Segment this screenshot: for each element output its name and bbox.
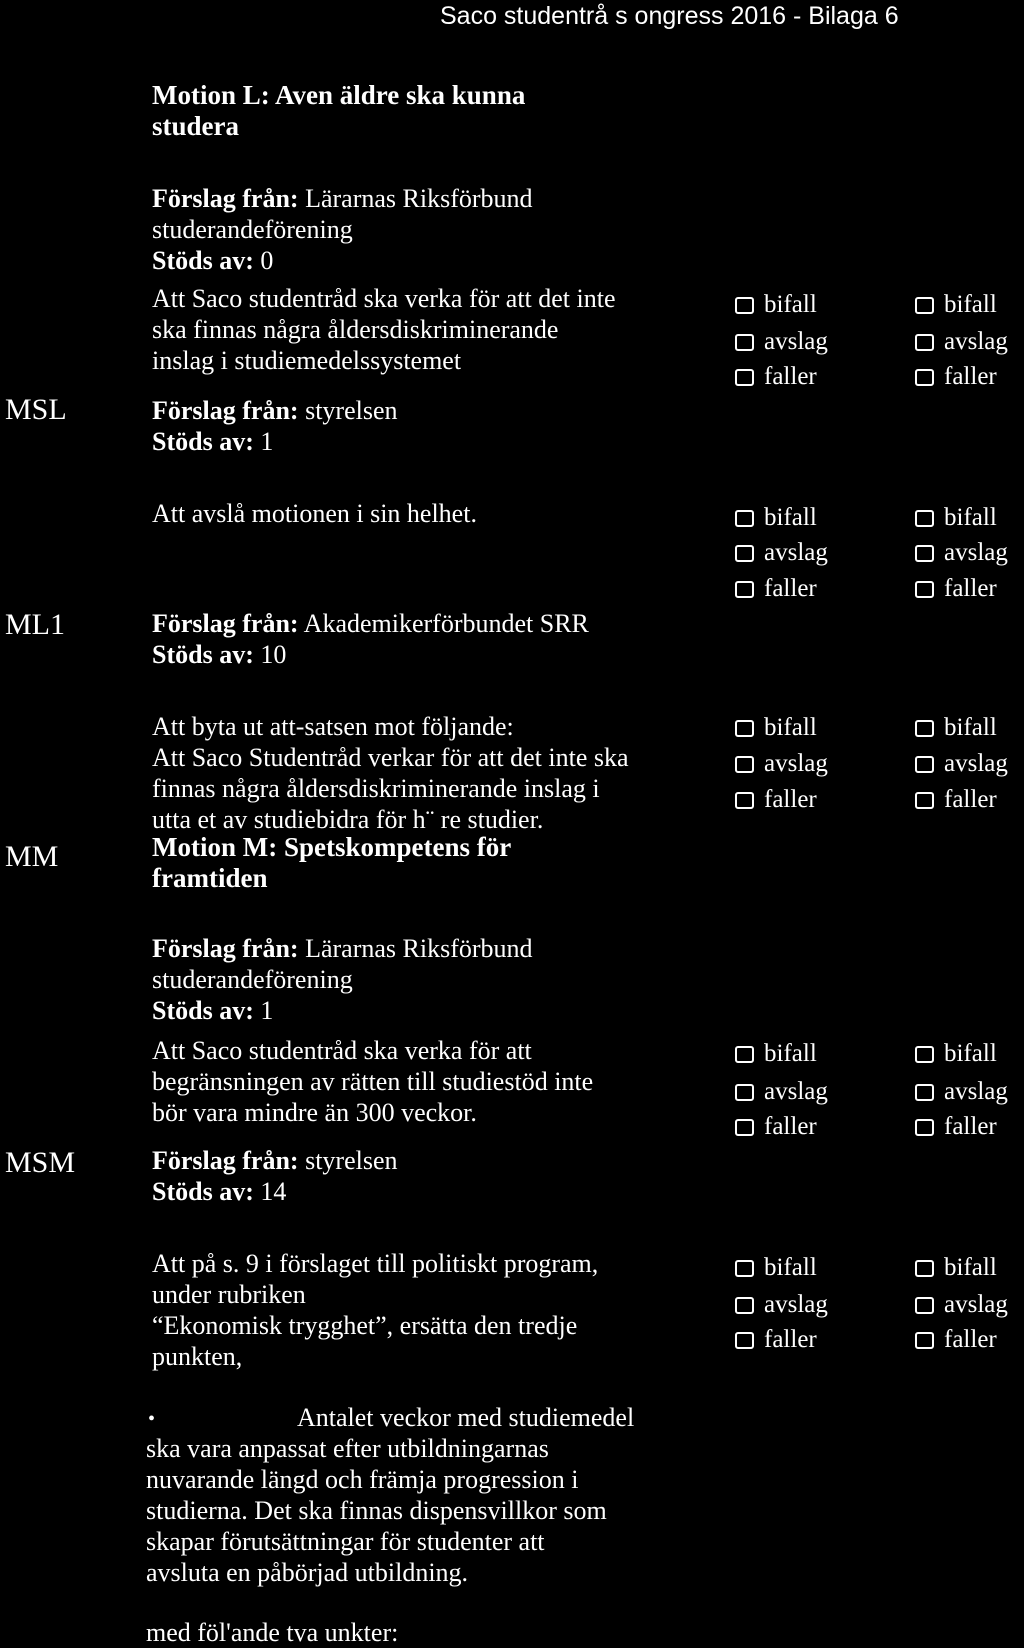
- checkbox-icon[interactable]: [915, 510, 934, 527]
- proposer-label: Förslag från:: [152, 184, 299, 213]
- checkbox-icon[interactable]: [915, 792, 934, 809]
- text-line: utta et av studiebidra för h¨ re studier.: [152, 805, 544, 834]
- text-line: “Ekonomisk trygghet”, ersätta den tredje: [152, 1311, 578, 1340]
- support-count: 1: [260, 427, 274, 456]
- bullet-line-1: Antalet veckor med studiemedel: [297, 1403, 635, 1432]
- proposer-name: Akademikerförbundet SRR: [303, 609, 589, 638]
- support-label: Stöds av:: [152, 1177, 254, 1206]
- text-line: inslag i studiemedelssystemet: [152, 346, 462, 375]
- motion-l-title-line-1: Motion L: Aven äldre ska kunna: [152, 80, 526, 110]
- support-label: Stöds av:: [152, 996, 254, 1025]
- checkbox-icon[interactable]: [735, 581, 754, 598]
- checkbox-icon[interactable]: [735, 334, 754, 351]
- checkbox-bifall[interactable]: bifall: [915, 1039, 997, 1069]
- ml1-proposer-block: [152, 395, 398, 457]
- checkbox-faller[interactable]: faller: [915, 785, 997, 815]
- msl-proposer-block: [152, 183, 533, 276]
- checkbox-icon[interactable]: [915, 1119, 934, 1136]
- checkbox-avslag[interactable]: avslag: [735, 749, 828, 779]
- text-line: avsluta en påbörjad utbildning.: [146, 1558, 469, 1587]
- checkbox-avslag[interactable]: avslag: [735, 538, 828, 568]
- section-code-msl: MSL: [5, 393, 67, 426]
- section-code-ml1: ML1: [5, 608, 65, 641]
- checkbox-icon[interactable]: [735, 545, 754, 562]
- checkbox-bifall[interactable]: bifall: [735, 503, 817, 533]
- checkbox-icon[interactable]: [915, 1297, 934, 1314]
- checkbox-faller[interactable]: faller: [735, 362, 817, 392]
- support-label: Stöds av:: [152, 246, 254, 275]
- mm-proposer-block: [152, 608, 589, 670]
- checkbox-avslag[interactable]: avslag: [915, 749, 1008, 779]
- proposer-name: Lärarnas Riksförbund: [305, 934, 533, 963]
- text-line: Att Saco Studentråd verkar för att det inte ska: [152, 743, 629, 772]
- checkbox-bifall[interactable]: bifall: [915, 503, 997, 533]
- support-label: Stöds av:: [152, 427, 254, 456]
- msm-proposer-block: [152, 933, 533, 1026]
- checkbox-avslag[interactable]: avslag: [915, 327, 1008, 357]
- checkbox-avslag[interactable]: avslag: [735, 327, 828, 357]
- support-count: 0: [260, 246, 274, 275]
- checkbox-icon[interactable]: [915, 1332, 934, 1349]
- checkbox-bifall[interactable]: bifall: [735, 290, 817, 320]
- checkbox-icon[interactable]: [735, 1119, 754, 1136]
- support-count: 1: [260, 996, 274, 1025]
- proposer-label: Förslag från:: [152, 609, 299, 638]
- checkbox-icon[interactable]: [915, 369, 934, 386]
- checkbox-avslag[interactable]: avslag: [735, 1290, 828, 1320]
- msm2-proposer-block: [152, 1145, 398, 1207]
- checkbox-icon[interactable]: [735, 756, 754, 773]
- checkbox-icon[interactable]: [735, 720, 754, 737]
- checkbox-icon[interactable]: [915, 1046, 934, 1063]
- checkbox-icon[interactable]: [735, 369, 754, 386]
- motion-m-title-line-2: framtiden: [152, 863, 268, 893]
- section-code-mm: MM: [5, 840, 59, 873]
- checkbox-bifall[interactable]: bifall: [735, 1253, 817, 1283]
- text-line: Att byta ut att-satsen mot följande:: [152, 712, 514, 741]
- checkbox-icon[interactable]: [735, 1084, 754, 1101]
- bullet-body: [146, 1433, 607, 1588]
- footer-text: med föl'ande tva unkter:: [146, 1618, 399, 1647]
- text-line: bör vara mindre än 300 veckor.: [152, 1098, 477, 1127]
- checkbox-faller[interactable]: faller: [735, 1112, 817, 1142]
- ml1-text: [152, 498, 477, 529]
- checkbox-icon[interactable]: [735, 297, 754, 314]
- section-code-msm: MSM: [5, 1146, 76, 1179]
- text-line: punkten,: [152, 1342, 243, 1371]
- page-header: Saco studentrå s ongress 2016 - Bilaga 6: [440, 2, 899, 30]
- proposer-name: styrelsen: [305, 1146, 398, 1175]
- bullet-icon: •: [148, 1408, 156, 1430]
- proposer-label: Förslag från:: [152, 396, 299, 425]
- msm-text: [152, 1035, 593, 1128]
- checkbox-icon[interactable]: [735, 510, 754, 527]
- text-line: skapar förutsättningar för studenter att: [146, 1527, 545, 1556]
- checkbox-icon[interactable]: [915, 545, 934, 562]
- checkbox-avslag[interactable]: avslag: [915, 538, 1008, 568]
- motion-l-title: [152, 80, 525, 142]
- checkbox-faller[interactable]: faller: [735, 574, 817, 604]
- checkbox-faller[interactable]: faller: [915, 1325, 997, 1355]
- checkbox-avslag[interactable]: avslag: [915, 1077, 1008, 1107]
- checkbox-icon[interactable]: [915, 1084, 934, 1101]
- text-line: Att Saco studentråd ska verka för att det inte: [152, 284, 616, 313]
- text-line: begränsningen av rätten till studiestöd inte: [152, 1067, 594, 1096]
- checkbox-avslag[interactable]: avslag: [735, 1077, 828, 1107]
- proposer-label: Förslag från:: [152, 1146, 299, 1175]
- text-line: Att Saco studentråd ska verka för att: [152, 1036, 532, 1065]
- mm-text: [152, 711, 629, 835]
- checkbox-icon[interactable]: [915, 720, 934, 737]
- checkbox-icon[interactable]: [915, 756, 934, 773]
- checkbox-faller[interactable]: faller: [735, 1325, 817, 1355]
- checkbox-bifall[interactable]: bifall: [735, 713, 817, 743]
- text-line: under rubriken: [152, 1280, 306, 1309]
- text-line: ska vara anpassat efter utbildningarnas: [146, 1434, 549, 1463]
- checkbox-icon[interactable]: [735, 1046, 754, 1063]
- checkbox-icon[interactable]: [735, 1297, 754, 1314]
- support-count: 14: [260, 1177, 287, 1206]
- checkbox-bifall[interactable]: bifall: [735, 1039, 817, 1069]
- proposer-name-cont: studerandeförening: [152, 965, 353, 994]
- proposer-label: Förslag från:: [152, 934, 299, 963]
- checkbox-icon[interactable]: [915, 1260, 934, 1277]
- support-count: 10: [260, 640, 287, 669]
- motion-l-title-line-2: studera: [152, 111, 239, 141]
- text-line: finnas några åldersdiskriminerande inslag i: [152, 774, 600, 803]
- text-line: nuvarande längd och främja progression i: [146, 1465, 579, 1494]
- proposer-name: Lärarnas Riksförbund: [305, 184, 533, 213]
- checkbox-icon[interactable]: [735, 1260, 754, 1277]
- checkbox-bifall[interactable]: bifall: [915, 713, 997, 743]
- checkbox-faller[interactable]: faller: [735, 785, 817, 815]
- text-line: Att avslå motionen i sin helhet.: [152, 499, 477, 528]
- msm2-text: [152, 1248, 598, 1372]
- checkbox-faller[interactable]: faller: [915, 1112, 997, 1142]
- text-line: ska finnas några åldersdiskriminerande: [152, 315, 559, 344]
- text-line: Att på s. 9 i förslaget till politiskt program,: [152, 1249, 599, 1278]
- proposer-name-cont: studerandeförening: [152, 215, 353, 244]
- checkbox-icon[interactable]: [915, 334, 934, 351]
- checkbox-bifall[interactable]: bifall: [915, 290, 997, 320]
- checkbox-icon[interactable]: [915, 581, 934, 598]
- checkbox-faller[interactable]: faller: [915, 574, 997, 604]
- checkbox-icon[interactable]: [915, 297, 934, 314]
- proposer-name: styrelsen: [305, 396, 398, 425]
- support-label: Stöds av:: [152, 640, 254, 669]
- checkbox-icon[interactable]: [735, 792, 754, 809]
- checkbox-faller[interactable]: faller: [915, 362, 997, 392]
- motion-m-title-line-1: Motion M: Spetskompetens för: [152, 832, 512, 862]
- checkbox-icon[interactable]: [735, 1332, 754, 1349]
- motion-m-title: [152, 832, 511, 894]
- text-line: studierna. Det ska finnas dispensvillkor som: [146, 1496, 607, 1525]
- checkbox-bifall[interactable]: bifall: [915, 1253, 997, 1283]
- msl-text: [152, 283, 616, 376]
- checkbox-avslag[interactable]: avslag: [915, 1290, 1008, 1320]
